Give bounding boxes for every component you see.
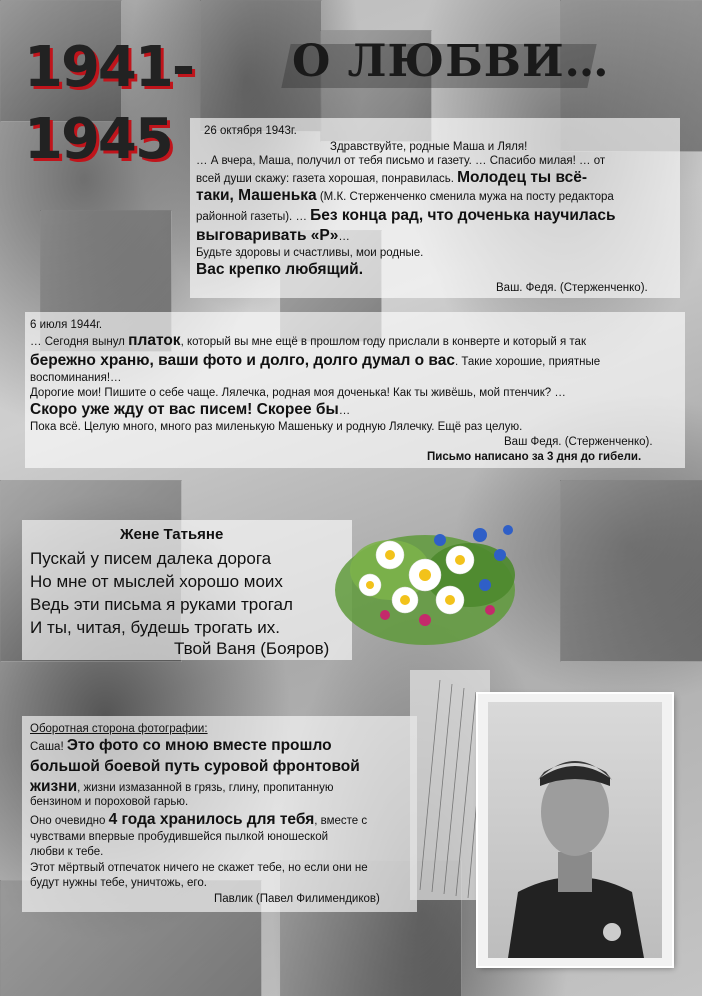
poem-line: И ты, читая, будешь трогать их.	[30, 618, 281, 637]
letter-text: Будьте здоровы и счастливы, мои родные.	[196, 247, 424, 259]
note-heading: Оборотная сторона фотографии:	[30, 723, 208, 735]
letter-text: Пока всё. Целую много, много раз миленькую Машеньку и родную Лялечку. Ещё раз целую.	[30, 421, 523, 433]
note-text: любви к тебе.	[30, 846, 104, 858]
letter-signature: Ваш Федя. (Стерженченко).	[504, 436, 653, 448]
bg-photo	[560, 480, 702, 662]
soldier-portrait-photo	[478, 694, 672, 966]
page-title: О ЛЮБВИ…	[292, 36, 610, 87]
letter-text: районной газеты). … Без конца рад, что доченька научилась	[196, 207, 616, 224]
poem-title: Жене Татьяне	[120, 526, 224, 543]
note-text: Оно очевидно 4 года хранилось для тебя, вместе с	[30, 811, 368, 828]
note-text: Этот мёртвый отпечаток ничего не скажет тебе, но если они не	[30, 862, 368, 874]
note-signature: Павлик (Павел Филимендиков)	[214, 893, 380, 905]
flower-bouquet-image	[330, 500, 530, 660]
letter-text: Скоро уже жду от вас писем! Скорее бы…	[30, 401, 351, 418]
letter-date: 6 июля 1944г.	[30, 319, 103, 331]
poem-line: Но мне от мыслей хорошо моих	[30, 572, 283, 591]
note-text: большой боевой путь суровой фронтовой	[30, 758, 360, 775]
poem-line: Пускай у писем далека дорога	[30, 549, 272, 568]
note-text: бензином и пороховой гарью.	[30, 796, 189, 808]
poem-line: Ведь эти письма я руками трогал	[30, 595, 293, 614]
year-end: 1945	[24, 107, 172, 172]
note-text: Саша! Это фото со мною вместе прошло	[30, 737, 332, 754]
letter-date: 26 октября 1943г.	[204, 125, 297, 137]
letter-text: … Сегодня вынул платок, который вы мне ещё в прошлом году прислали в конверте и который я так	[30, 332, 586, 349]
poem-author: Твой Ваня (Бояров)	[174, 639, 330, 658]
letter-signature: Ваш. Федя. (Стерженченко).	[496, 282, 648, 294]
letter-note: Письмо написано за 3 дня до гибели.	[427, 451, 642, 463]
letter-text: выговаривать «Р»…	[196, 227, 350, 244]
letter-text: таки, Машенька (М.К. Стерженченко сменила мужа на посту редактора	[196, 187, 614, 204]
note-text: жизни, жизни измазанной в грязь, глину, пропитанную	[30, 778, 334, 795]
letter-text: Вас крепко любящий.	[196, 261, 364, 278]
note-text: будут нужны тебе, уничтожь, его.	[30, 877, 207, 889]
letter-text: бережно храню, ваши фото и долго, долго думал о вас. Такие хорошие, приятные	[30, 352, 601, 369]
soldier-silhouette-icon	[488, 702, 662, 958]
letter-text: всей души скажу: газета хорошая, понравилась. Молодец ты всё-	[196, 169, 588, 186]
note-text: чувствами впервые пробудившейся пылкой юношеской	[30, 831, 329, 843]
letter-text: Дорогие мои! Пишите о себе чаще. Лялечка, родная моя доченька! Как ты живёшь, мой птенчик? …	[30, 387, 566, 399]
letter-text: … А вчера, Маша, получил от тебя письмо и газету. … Спасибо милая! … от	[196, 155, 606, 167]
year-start: 1941-	[24, 35, 194, 100]
letter-text: воспоминания!…	[30, 372, 122, 384]
letter-greeting: Здравствуйте, родные Маша и Ляля!	[330, 141, 528, 153]
portrait-image	[488, 702, 662, 958]
